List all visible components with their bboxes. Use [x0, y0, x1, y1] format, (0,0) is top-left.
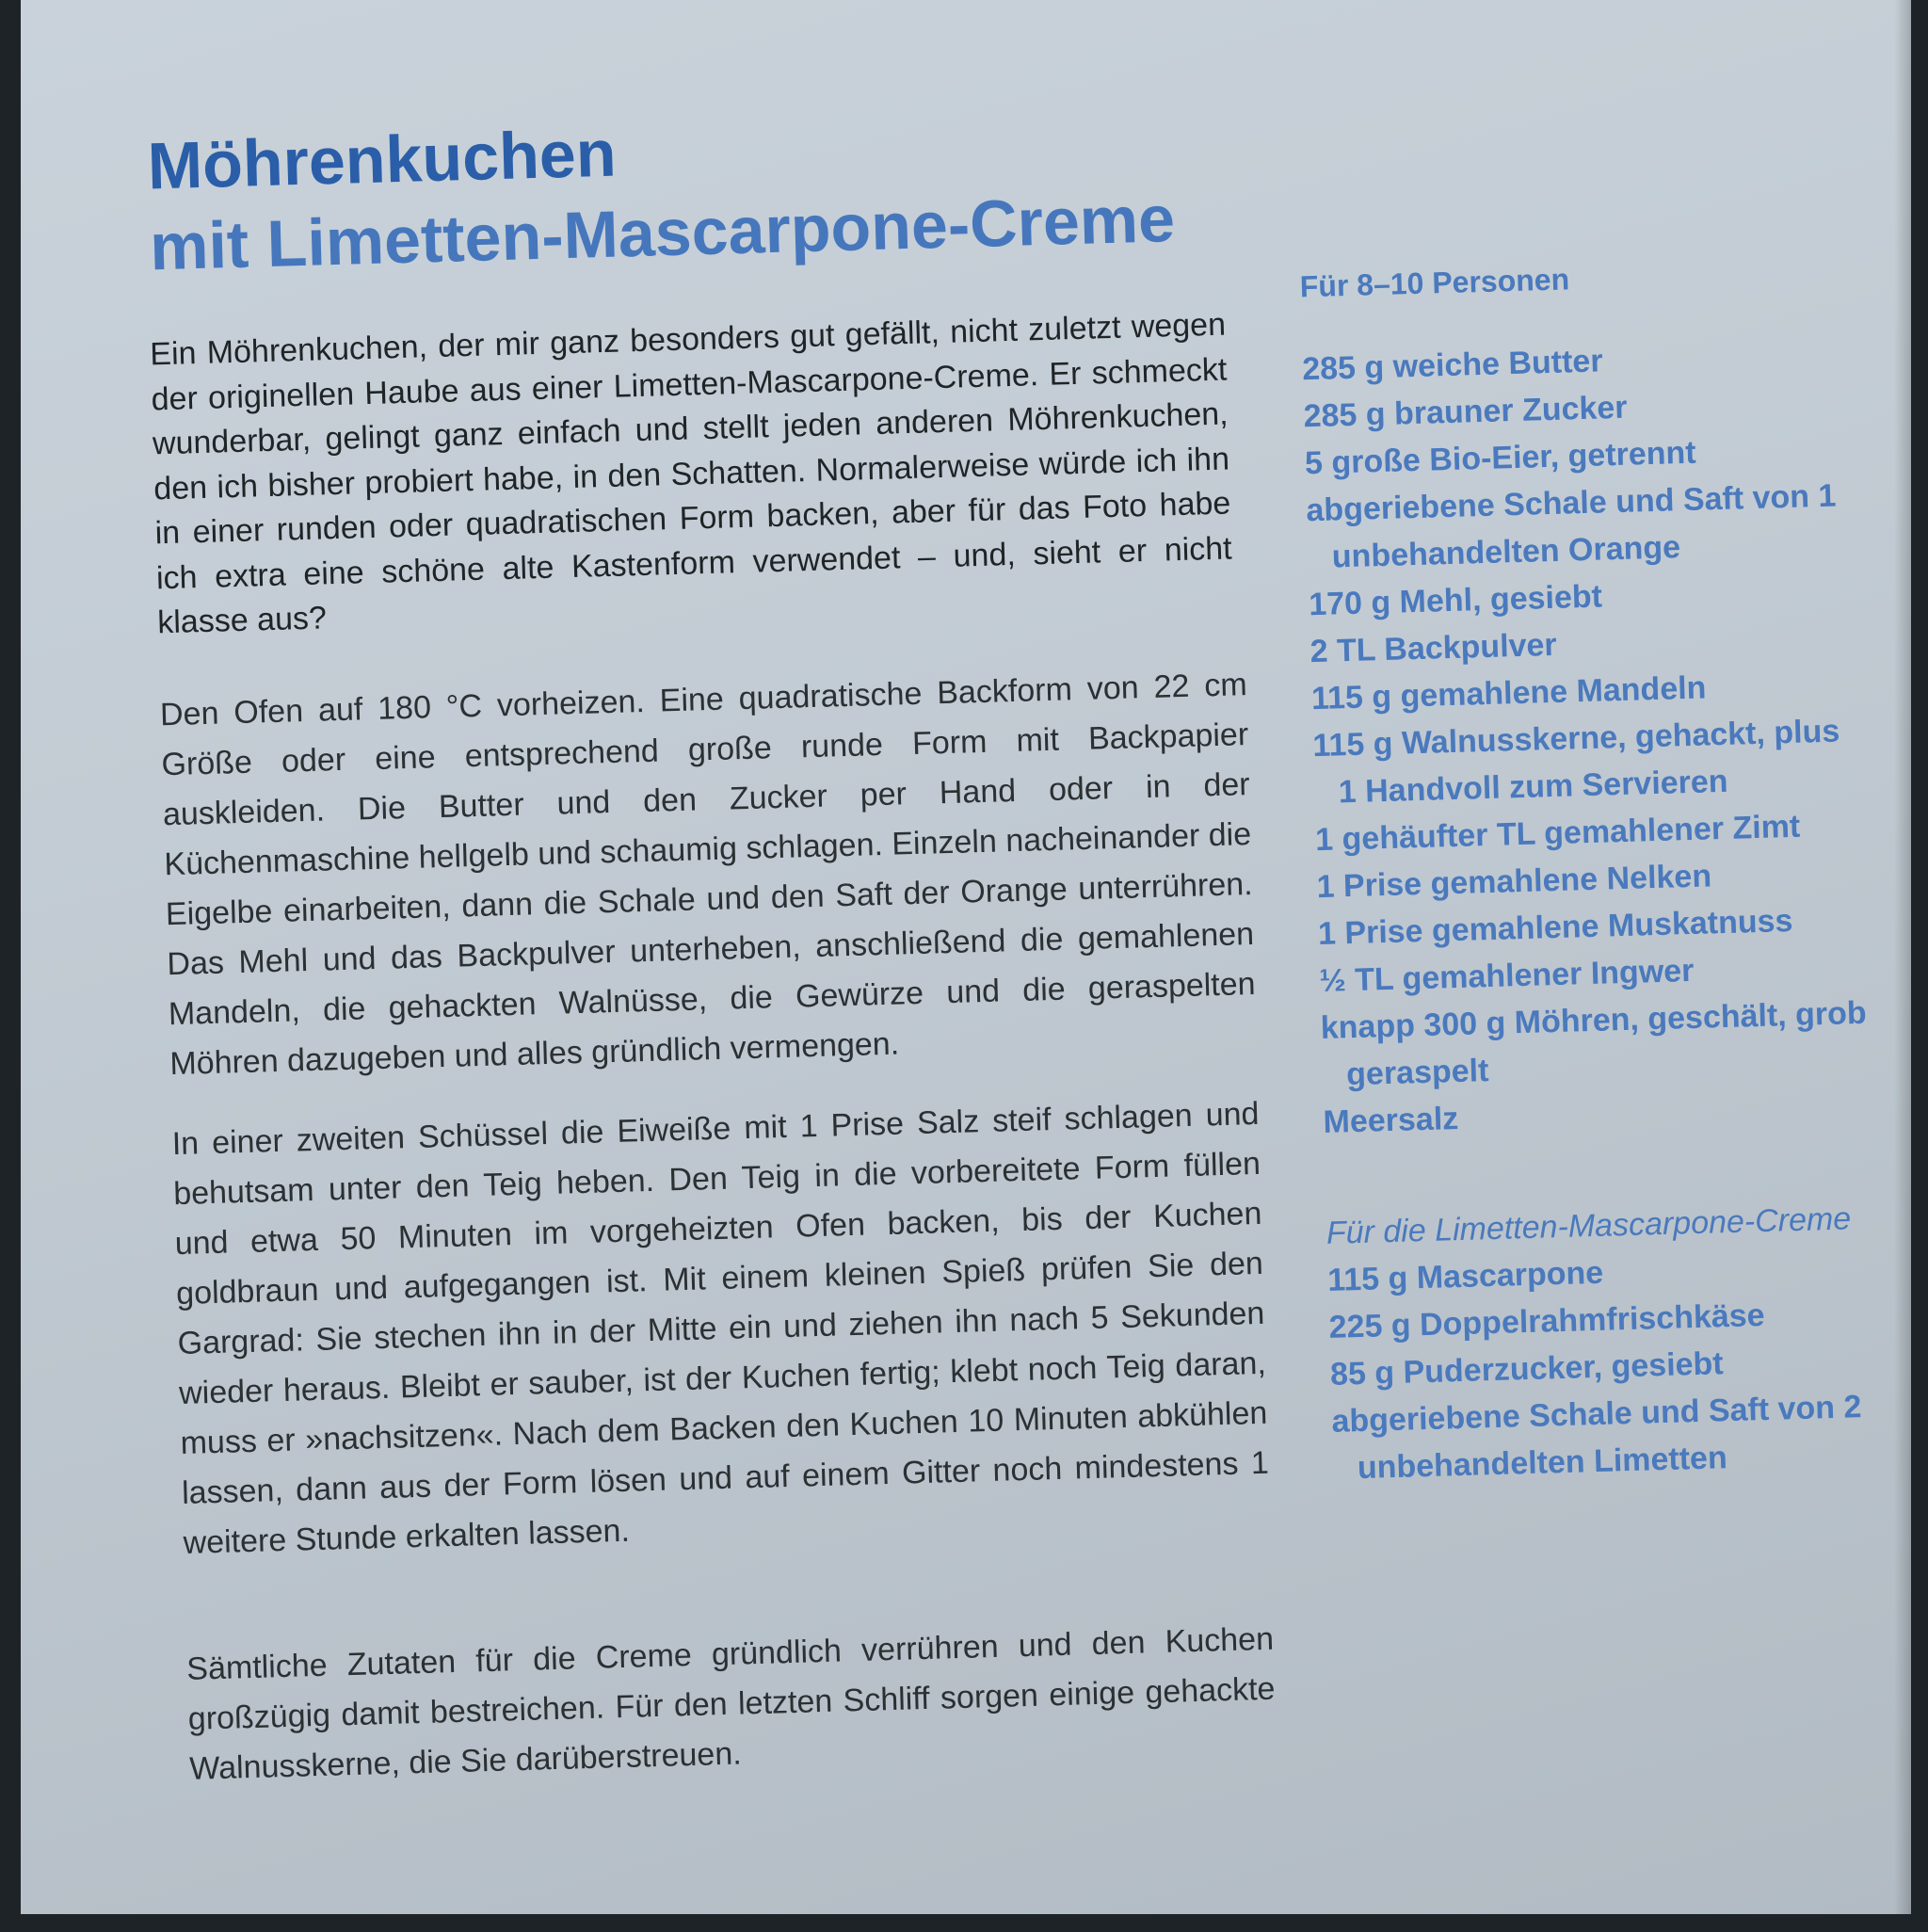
ingredient-item: 1 Prise gemahlene Muskatnuss — [1317, 902, 1793, 953]
ingredient-item: abgeriebene Schale und Saft von 1 unbehandelten Orange — [1305, 477, 1837, 575]
ingredient-item: 115 g gemahlene Mandeln — [1310, 669, 1707, 717]
method-paragraph-3: Sämtliche Zutaten für die Creme gründlich verrühren und den Kuchen großzügig damit bestreichen. Für den letzten Schliff sorgen einige gehackte Walnusskerne, die Sie darüberstreuen. — [185, 1620, 1276, 1787]
ingredient-item: 285 g brauner Zucker — [1303, 389, 1629, 435]
servings-label: Für 8–10 Personen — [1299, 262, 1570, 304]
ingredient-item: 5 große Bio-Eier, getrennt — [1304, 434, 1697, 482]
ingredient-item: 1 gehäufter TL gemahlener Zimt — [1314, 808, 1801, 859]
creme-ingredient-item: abgeriebene Schale und Saft von 2 unbehandelten Limetten — [1330, 1389, 1862, 1487]
title-line-2: mit Limetten-Mascarpone-Creme — [149, 182, 1176, 284]
ingredient-item: 1 Prise gemahlene Nelken — [1316, 858, 1712, 906]
ingredient-item: ½ TL gemahlener Ingwer — [1318, 952, 1695, 1000]
method-paragraph-1: Den Ofen auf 180 °C vorheizen. Eine quadratische Backform von 22 cm Größe oder eine entsprechend große runde Form mit Backpapier auskleiden. Die Butter und den Zucker per Hand oder in der Küchenmaschine hellgelb und schaumig schlagen. Einzeln nacheinander die Eigelbe einarbeiten, dann die Schale und den Saft der Orange unterrühren. Das Mehl und das Backpulver unterheben, anschließend die gemahlenen Mandeln, die gehackten Walnüsse, die Gewürze und die geraspelten Möhren dazugeben und alles gründlich vermengen. — [159, 667, 1257, 1083]
method-paragraph-2: In einer zweiten Schüssel die Eiweiße mit 1 Prise Salz steif schlagen und behutsam unter den Teig heben. Den Teig in die vorbereitete Form füllen und etwa 50 Minuten im vorgeheizten Ofen backen, bis der Kuchen goldbraun und aufgegangen ist. Mit einem kleinen Spieß prüfen Sie den Gargrad: Sie stechen ihn in der Mitte ein und ziehen ihn nach 5 Sekunden wieder heraus. Bleibt er sauber, ist der Kuchen fertig; klebt noch Teig daran, muss er »nachsitzen«. Nach dem Backen den Kuchen 10 Minuten abkühlen lassen, dann aus der Form lösen und auf einem Gitter noch mindestens 1 weitere Stunde erkalten lassen. — [171, 1095, 1270, 1561]
intro-paragraph: Ein Möhrenkuchen, der mir ganz besonders gut gefällt, nicht zuletzt wegen der originellen Haube aus einer Limetten-Mascarpone-Creme. Er schmeckt wunderbar, gelingt ganz einfach und stellt jeden anderen Möhrenkuchen, den ich bisher probiert habe, in den Schatten. Normalerweise würde ich ihn in einer runden oder quadratischen Form backen, aber für das Foto habe ich extra eine schöne alte Kastenform verwendet – und, sieht er nicht klasse aus? — [149, 306, 1233, 641]
recipe-page — [21, 0, 1911, 1914]
ingredient-item: 2 TL Backpulver — [1309, 626, 1558, 670]
creme-subheading: Für die Limetten-Mascarpone-Creme — [1326, 1200, 1852, 1251]
recipe-title — [147, 97, 1177, 287]
creme-ingredient-item: 115 g Mascarpone — [1326, 1254, 1604, 1298]
title-line-1: Möhrenkuchen — [146, 116, 618, 203]
ingredients-column — [1299, 248, 1879, 1492]
ingredient-item: 285 g weiche Butter — [1301, 343, 1604, 388]
creme-ingredient-item: 85 g Puderzucker, gesiebt — [1329, 1345, 1725, 1393]
creme-ingredient-list — [1327, 1242, 1880, 1492]
creme-ingredient-item: 225 g Doppelrahmfrischkäse — [1328, 1296, 1766, 1345]
ingredient-item: Meersalz — [1323, 1100, 1459, 1140]
ingredient-item: 115 g Walnusskerne, gehackt, plus 1 Handvoll zum Servieren — [1311, 713, 1840, 811]
ingredient-item: 170 g Mehl, gesiebt — [1308, 578, 1603, 623]
ingredient-item: knapp 300 g Möhren, geschält, grob geraspelt — [1320, 994, 1868, 1093]
ingredient-list — [1302, 330, 1871, 1146]
